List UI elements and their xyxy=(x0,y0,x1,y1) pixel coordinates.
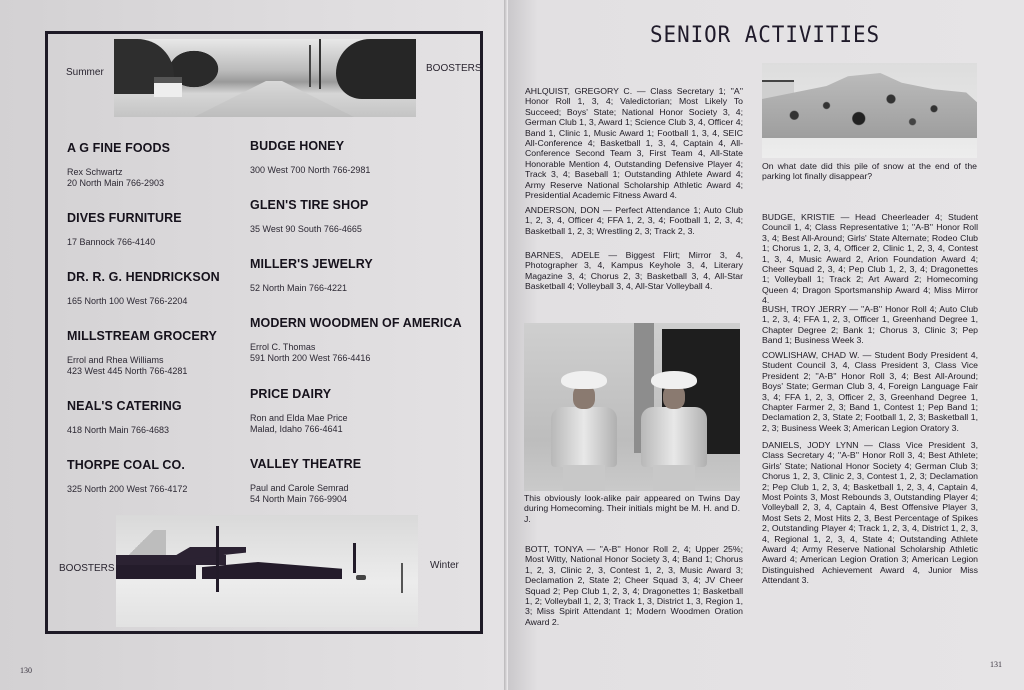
business-name: BUDGE HONEY xyxy=(250,139,345,153)
twins-day-photo xyxy=(524,323,740,491)
business-detail: 591 North 200 West 766-4416 xyxy=(250,353,371,363)
senior-entry: DANIELS, JODY LYNN — Class Vice President 3, Class Secretary 4; ''A-B'' Honor Roll 3, 4; Best Athlete; Girls' State; National Honor Society 4; German Club 3; Chorus 1, 2, 3, Clinic 2, 3, Contest 1, 2, 3; Declamation 2; Pep Club 1, 2, 3, 4; Basketball 1, 2, 3, 4, Captain 4, Most Points 3, Most Rebounds 3, Outstanding Player 4; Volleyball 2, 3, 4, Captain 4, Best Offensive Player 3, Most Sets 2, Most Hits 2, 3, Best Percentage of Spikes 2, Outstanding Player 4; Track 1, 2, 3, 4, District 1, 2, 3, 4, Regional 1, 2, 3, 4, State 4; Outstanding Athlete Award 4; Army Reserve National Scholarship Athletic Award 4; American Legion Oration 3; American Legion Distinguished Achievement Award 4, Junior Miss Attendant 3. xyxy=(762,440,978,586)
business-name: A G FINE FOODS xyxy=(67,141,171,155)
senior-entry: BUDGE, KRISTIE — Head Cheerleader 4; Student Council 1, 4; Class Representative 1; ''A-B'' Honor Roll 3, 4; Best All-Around; Girls' State Alternate; Rodeo Club 1; Chorus 1, 2, 3, 4, Officer 2, Clinic 1, 2, 3, 4, Contest 1, 3, 4, Music Award 2, Arion Foundation Award 4; Cheer Squad 2, 3, 4; Pep Club 1, 2, 3, 4; Dragonettes 1; Volleyball 1; Track 2; Art Award 2; Homecoming Queen 4; Dragon Sportsmanship Award 4; Miss Mirror 4. xyxy=(762,212,978,306)
business-name: DR. R. G. HENDRICKSON xyxy=(67,270,220,284)
business-name: PRICE DAIRY xyxy=(250,387,332,401)
business-detail: 325 North 200 West 766-4172 xyxy=(67,484,188,494)
senior-entry: AHLQUIST, GREGORY C. — Class Secretary 1; ''A'' Honor Roll 1, 3, 4; Valedictorian; Most Likely To Succeed; Boys' State; National Honor Society 3, 4; German Club 1, 3, Award 1; Science Club 3, 4, Officer 4; Band 1, Clinic 1, Music Award 1; Football 1, 3, 4, SEIC All-Conference 4; Basketball 1, 3, 4, Captain 4, All-Conference Second Team 3, First Team 4, All-State Honorable Mention 4, Outstanding Defensive Player 4; Track 3, 4; Baseball 1; Outstanding Athlete Award 4; Army Reserve National Scholarship Athletic Award 4; Presidential Academic Fitness Award 4. xyxy=(525,86,743,201)
book-spine xyxy=(504,0,508,690)
senior-entry: COWLISHAW, CHAD W. — Student Body President 4, Student Council 3, 4, Class President 3, Class Vice President 2; ''A-B'' Honor Roll 3, 4; Best All-Around; Boys' State; German Club 3, 4, Foreign Language Fair 3, 4; FFA 1, 2, 3, Officer 2, 3, Greenhand Degree 1, Chapter Farmer 2, 3; Band 1, Contest 1; Pep Band 1; Declamation 2, 3, State 2; Football 1, 2, 3; Basketball 1, 2, 3; Business Week 3; American Legion Oratory 3. xyxy=(762,350,978,433)
senior-entry: BUSH, TROY JERRY — ''A-B'' Honor Roll 4; Auto Club 1, 2, 3, 4; FFA 1, 2, 3, Officer 1, Greenhand Degree 1, Chapter Degree 2; Bank 1; Chorus 3, Clinic 3; Pep Band 1; Business Week 3. xyxy=(762,304,978,346)
page-number-right: 131 xyxy=(990,660,1002,669)
business-name: MILLER'S JEWELRY xyxy=(250,257,373,271)
snow-caption: On what date did this pile of snow at the end of the parking lot finally disappear? xyxy=(762,161,977,182)
business-name: MILLSTREAM GROCERY xyxy=(67,329,217,343)
winter-label: Winter xyxy=(430,560,459,571)
business-detail: 423 West 445 North 766-4281 xyxy=(67,366,188,376)
senior-entry: ANDERSON, DON — Perfect Attendance 1; Auto Club 1, 2, 3, 4, Officer 4; FFA 1, 2, 3, 4; Football 1, 2, 3, 4; Basketball 1, 2, 3; Wrestling 2, 3; Track 2, 3. xyxy=(525,205,743,236)
business-name: MODERN WOODMEN OF AMERICA xyxy=(250,316,462,330)
business-detail: Rex Schwartz xyxy=(67,167,123,177)
business-name: NEAL'S CATERING xyxy=(67,399,182,413)
business-name: THORPE COAL CO. xyxy=(67,458,185,472)
business-name: VALLEY THEATRE xyxy=(250,457,362,471)
boosters-label-top: BOOSTERS xyxy=(426,63,482,74)
business-detail: Errol C. Thomas xyxy=(250,342,316,352)
business-detail: 52 North Main 766-4221 xyxy=(250,283,348,293)
summer-street-photo xyxy=(114,39,416,117)
business-detail: Malad, Idaho 766-4641 xyxy=(250,424,343,434)
business-detail: 418 North Main 766-4683 xyxy=(67,425,170,435)
business-detail: 54 North Main 766-9904 xyxy=(250,494,348,504)
business-detail: 165 North 100 West 766-2204 xyxy=(67,296,188,306)
business-detail: Ron and Elda Mae Price xyxy=(250,413,348,423)
page-title: SENIOR ACTIVITIES xyxy=(650,23,881,48)
business-detail: Paul and Carole Semrad xyxy=(250,483,349,493)
page-number-left: 130 xyxy=(20,666,32,675)
business-detail: Errol and Rhea Williams xyxy=(67,355,164,365)
business-detail: 300 West 700 North 766-2981 xyxy=(250,165,371,175)
boosters-label-bottom: BOOSTERS xyxy=(59,563,115,574)
winter-school-photo xyxy=(116,515,418,627)
senior-entry: BOTT, TONYA — ''A-B'' Honor Roll 2, 4; Upper 25%; Most Witty, National Honor Society 3, 4; Band 1; Chorus 1, 2, 3, Clinic 2, 3, Contest 1, 2, 3, Music Award 3; Declamation 2, State 2; Cheer Squad 3, 4; JV Cheer Squad 2; Pep Club 1, 2, 3, 4; Dragonettes 1; Basketball 1, 2; Volleyball 1, 2, 3; Track 1, 3, District 1, 3, Region 1, 3; Miss Spirit Attendant 1; Modern Woodmen Oration Award 2. xyxy=(525,544,743,627)
business-name: DIVES FURNITURE xyxy=(67,211,182,225)
snow-pile-photo xyxy=(762,63,977,158)
summer-label: Summer xyxy=(66,67,104,78)
senior-entry: BARNES, ADELE — Biggest Flirt; Mirror 3, 4, Photographer 3, 4, Kampus Keyhole 3, 4, Literary Magazine 3, 4; Chorus 2, 3; Basketball 3, 4, All-Star Basketball 4; Volleyball 3, 4, All-Star Volleyball 4. xyxy=(525,250,743,292)
twins-caption: This obviously look-alike pair appeared on Twins Day during Homecoming. Their initials might be M. H. and D. J. xyxy=(524,493,740,524)
business-name: GLEN'S TIRE SHOP xyxy=(250,198,369,212)
business-detail: 17 Bannock 766-4140 xyxy=(67,237,156,247)
business-detail: 20 North Main 766-2903 xyxy=(67,178,165,188)
business-detail: 35 West 90 South 766-4665 xyxy=(250,224,362,234)
